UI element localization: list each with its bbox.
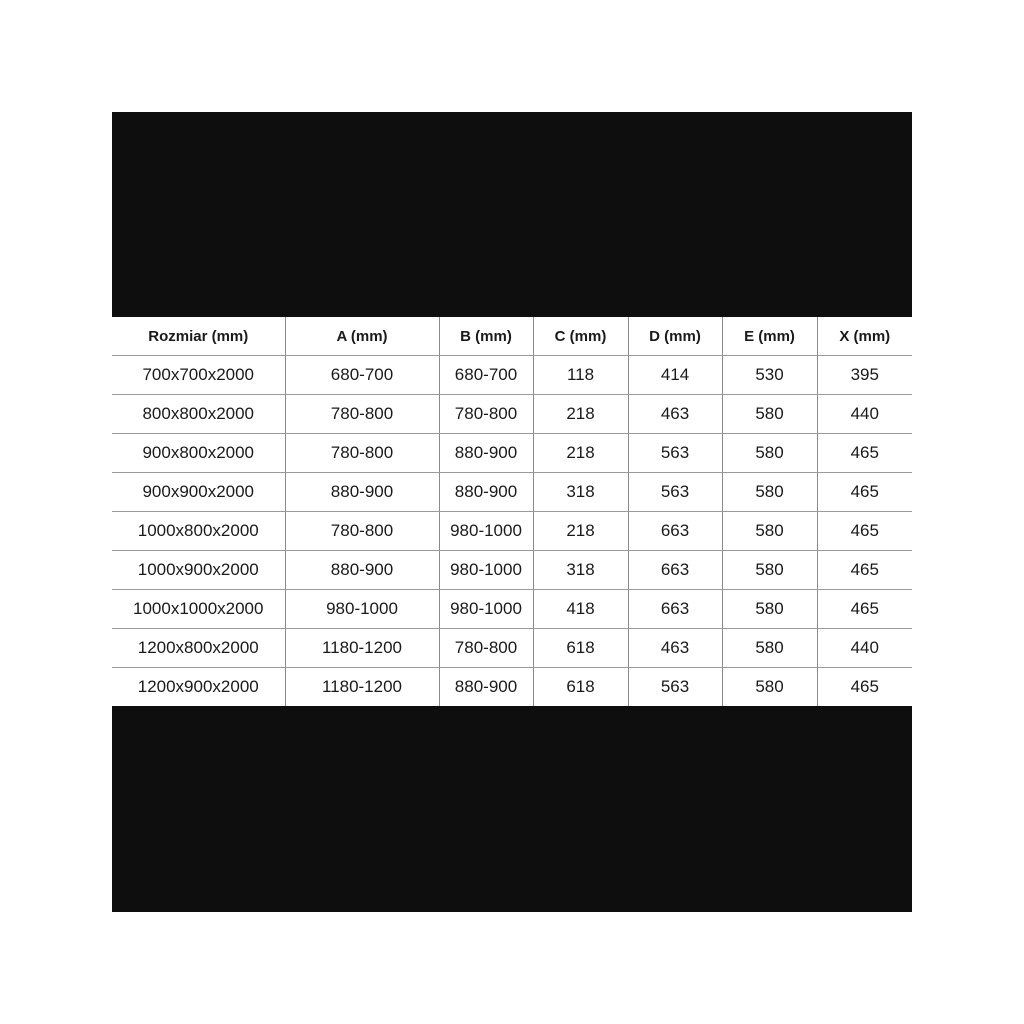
cell-c: 418 [533,590,628,629]
cell-e: 580 [722,473,817,512]
table-row [112,395,912,434]
header-x: X (mm) [817,317,912,356]
cell-d: 663 [628,512,722,551]
cell-size: 800x800x2000 [112,395,285,434]
dimension-table [112,317,912,706]
cell-size: 900x800x2000 [112,434,285,473]
cell-c: 218 [533,434,628,473]
cell-x: 395 [817,356,912,395]
cell-e: 580 [722,512,817,551]
table-row [112,356,912,395]
cell-size: 1000x900x2000 [112,551,285,590]
table-row [112,434,912,473]
cell-a: 680-700 [285,356,439,395]
cell-c: 218 [533,512,628,551]
table-row [112,668,912,707]
cell-e: 580 [722,551,817,590]
cell-c: 318 [533,473,628,512]
cell-c: 618 [533,668,628,707]
cell-b: 880-900 [439,668,533,707]
cell-c: 218 [533,395,628,434]
cell-a: 780-800 [285,512,439,551]
cell-size: 700x700x2000 [112,356,285,395]
cell-x: 465 [817,434,912,473]
header-d: D (mm) [628,317,722,356]
cell-b: 980-1000 [439,512,533,551]
cell-x: 465 [817,551,912,590]
cell-x: 440 [817,629,912,668]
header-a: A (mm) [285,317,439,356]
cell-d: 563 [628,473,722,512]
cell-size: 1000x1000x2000 [112,590,285,629]
header-e: E (mm) [722,317,817,356]
cell-a: 780-800 [285,395,439,434]
cell-a: 1180-1200 [285,668,439,707]
cell-d: 663 [628,551,722,590]
cell-size: 1200x800x2000 [112,629,285,668]
cell-x: 465 [817,590,912,629]
cell-d: 463 [628,629,722,668]
cell-b: 780-800 [439,395,533,434]
cell-d: 663 [628,590,722,629]
cell-a: 1180-1200 [285,629,439,668]
table-header-row [112,317,912,356]
table-row [112,473,912,512]
table-row [112,629,912,668]
cell-size: 1000x800x2000 [112,512,285,551]
cell-d: 563 [628,668,722,707]
cell-e: 580 [722,434,817,473]
cell-size: 900x900x2000 [112,473,285,512]
header-size: Rozmiar (mm) [112,317,285,356]
header-c: C (mm) [533,317,628,356]
cell-c: 118 [533,356,628,395]
cell-b: 880-900 [439,473,533,512]
cell-b: 880-900 [439,434,533,473]
cell-x: 465 [850,677,879,696]
table-row [112,551,912,590]
cell-e: 580 [722,590,817,629]
cell-a: 780-800 [285,434,439,473]
cell-e: 580 [722,395,817,434]
cell-a: 880-900 [285,473,439,512]
cell-c: 618 [533,629,628,668]
cell-d: 463 [628,395,722,434]
cell-e: 580 [722,668,817,707]
cell-x: 465 [817,512,912,551]
image-frame [112,112,912,912]
cell-c: 318 [533,551,628,590]
cell-b: 980-1000 [439,551,533,590]
cell-x: 465 [817,473,912,512]
cell-a: 980-1000 [285,590,439,629]
table-row [112,512,912,551]
cell-x: 440 [817,395,912,434]
cell-d: 563 [628,434,722,473]
cell-d: 414 [628,356,722,395]
cell-b: 980-1000 [439,590,533,629]
dimension-table-container [112,317,912,706]
cell-e: 530 [722,356,817,395]
cell-a: 880-900 [285,551,439,590]
header-b: B (mm) [439,317,533,356]
cell-size: 1200x900x2000 [112,668,285,707]
cell-b: 680-700 [439,356,533,395]
cell-e: 580 [722,629,817,668]
cell-b: 780-800 [439,629,533,668]
table-row [112,590,912,629]
